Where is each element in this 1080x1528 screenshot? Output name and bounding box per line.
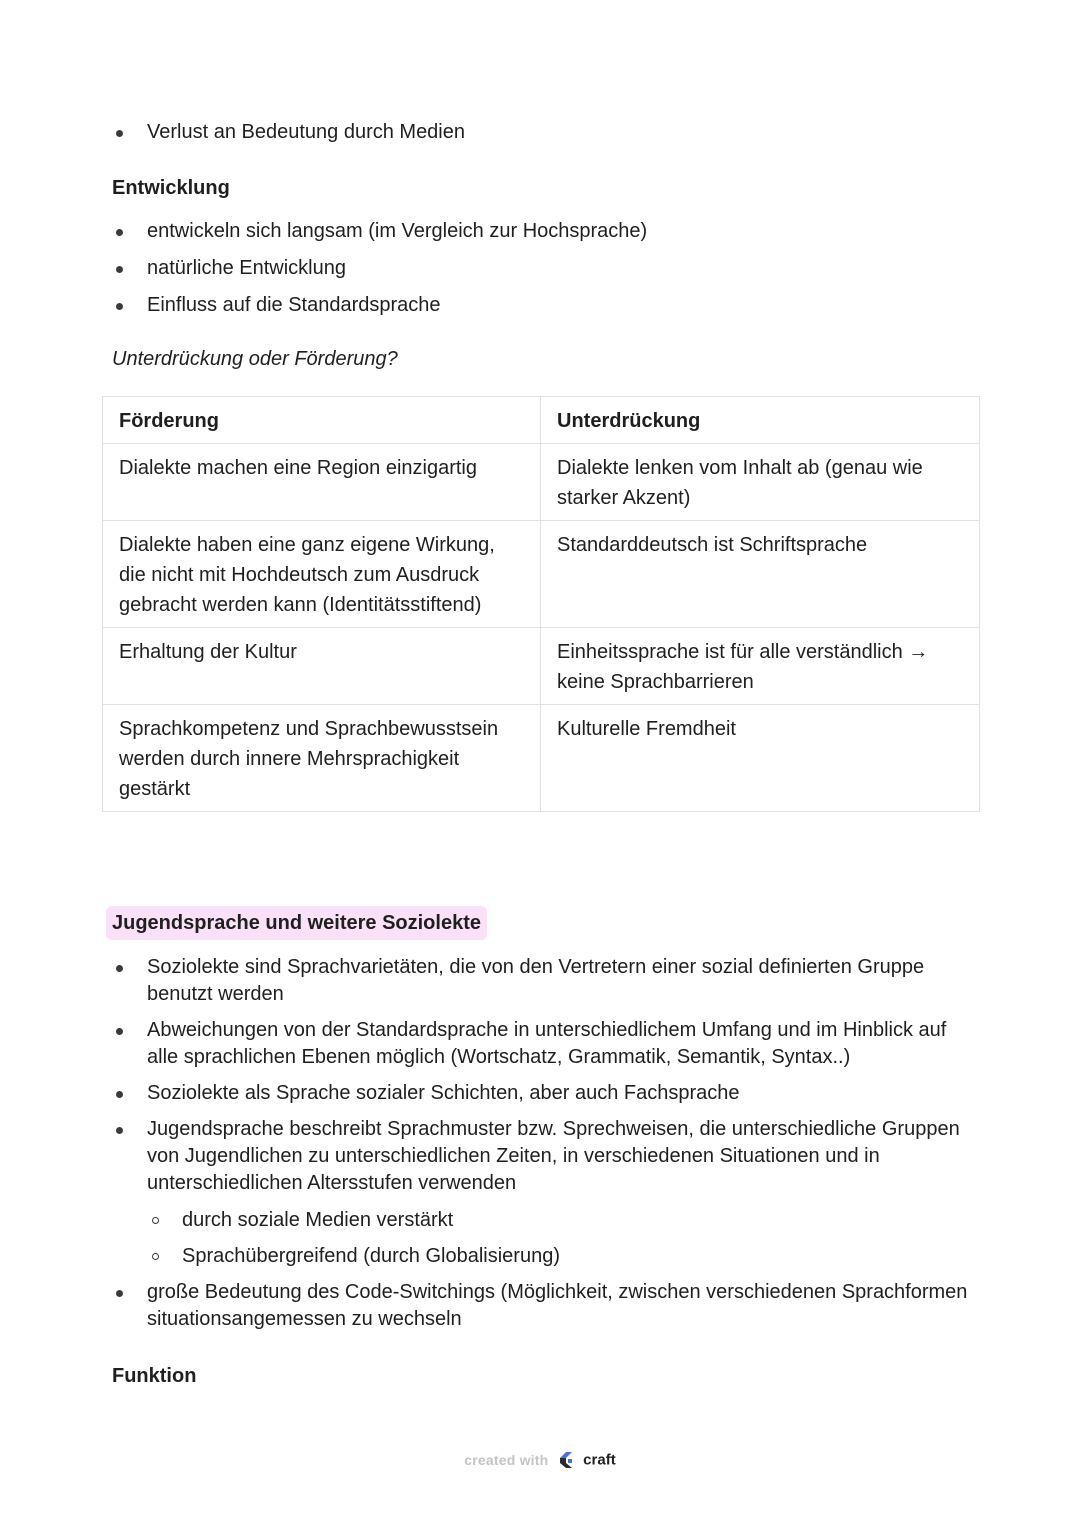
sub-list-item [147,1243,972,1270]
bullet-icon [116,1028,123,1035]
funktion-heading: Funktion [112,1365,197,1387]
sub-list-item-text: Sprachübergreifend (durch Globalisierung) [182,1245,560,1267]
column-header-foerderung: Förderung [103,397,541,444]
bullet-icon [116,1127,123,1134]
table-row [103,628,980,705]
list-item-text: Abweichungen von der Standardsprache in unterschiedlichem Umfang und im Hinblick auf alle sprachlichen Ebenen möglich (Wortschatz, Grammatik, Semantik, Syntax..) [147,1019,947,1068]
bullet-icon [116,130,123,137]
list-item-text: natürliche Entwicklung [147,257,346,279]
soziolekte-list [112,954,972,1333]
list-item [112,954,972,1008]
list-item-text: Einfluss auf die Standardsprache [147,294,441,316]
list-item [112,1080,972,1107]
table-cell: Sprachkompetenz und Sprachbewusstsein werden durch innere Mehrsprachigkeit gestärkt [103,705,541,812]
sub-list [147,1207,972,1270]
question-text: Unterdrückung oder Förderung? [112,348,398,370]
hollow-bullet-icon [152,1217,159,1224]
list-item [112,1279,972,1333]
list-item [112,1116,972,1270]
list-item [112,218,972,245]
list-item [112,255,972,282]
soziolekte-heading: Jugendsprache und weitere Soziolekte [106,906,487,940]
bullet-icon [116,1290,123,1297]
list-item-text: große Bedeutung des Code-Switchings (Möglichkeit, zwischen verschiedenen Sprachformen situationsangemessen zu wechseln [147,1281,968,1330]
bullet-icon [116,965,123,972]
table-cell: Dialekte lenken vom Inhalt ab (genau wie starker Akzent) [541,444,980,521]
list-item [112,1017,972,1071]
entwicklung-heading: Entwicklung [112,177,230,199]
bullet-icon [116,1091,123,1098]
list-item [112,119,972,146]
table-cell: Einheitssprache ist für alle verständlich → keine Sprachbarrieren [541,628,980,705]
table-cell: Erhaltung der Kultur [103,628,541,705]
comparison-table [102,396,980,812]
table-cell: Dialekte haben eine ganz eigene Wirkung, die nicht mit Hochdeutsch zum Ausdruck gebracht werden kann (Identitätsstiftend) [103,521,541,628]
table-cell: Kulturelle Fremdheit [541,705,980,812]
list-item-text: Soziolekte sind Sprachvarietäten, die von den Vertretern einer sozial definierten Gruppe benutzt werden [147,956,925,1005]
footer-watermark [0,1450,1080,1470]
table-cell: Standarddeutsch ist Schriftsprache [541,521,980,628]
table-row [103,705,980,812]
top-bullet-list [112,119,972,146]
bullet-icon [116,303,123,310]
list-item-text: Jugendsprache beschreibt Sprachmuster bzw. Sprechweisen, die unterschiedliche Gruppen von Jugendlichen zu unterschiedlichen Zeiten, in verschiedenen Situationen und in unterschiedlichen Altersstufen verwenden [147,1118,960,1194]
table-cell: Dialekte machen eine Region einzigartig [103,444,541,521]
bullet-icon [116,229,123,236]
sub-list-item [147,1207,972,1234]
craft-brand-text: craft [583,1451,616,1469]
craft-logo-icon [558,1450,576,1470]
created-with-text: created with [464,1452,549,1468]
table-header-row [103,397,980,444]
entwicklung-list [112,218,972,319]
bullet-icon [116,266,123,273]
list-item-text: Soziolekte als Sprache sozialer Schichten, aber auch Fachsprache [147,1082,740,1104]
hollow-bullet-icon [152,1253,159,1260]
list-item [112,292,972,319]
table-row [103,521,980,628]
list-item-text: Verlust an Bedeutung durch Medien [147,121,465,143]
sub-list-item-text: durch soziale Medien verstärkt [182,1209,454,1231]
table-row [103,444,980,521]
list-item-text: entwickeln sich langsam (im Vergleich zur Hochsprache) [147,220,648,242]
column-header-unterdrueckung: Unterdrückung [541,397,980,444]
